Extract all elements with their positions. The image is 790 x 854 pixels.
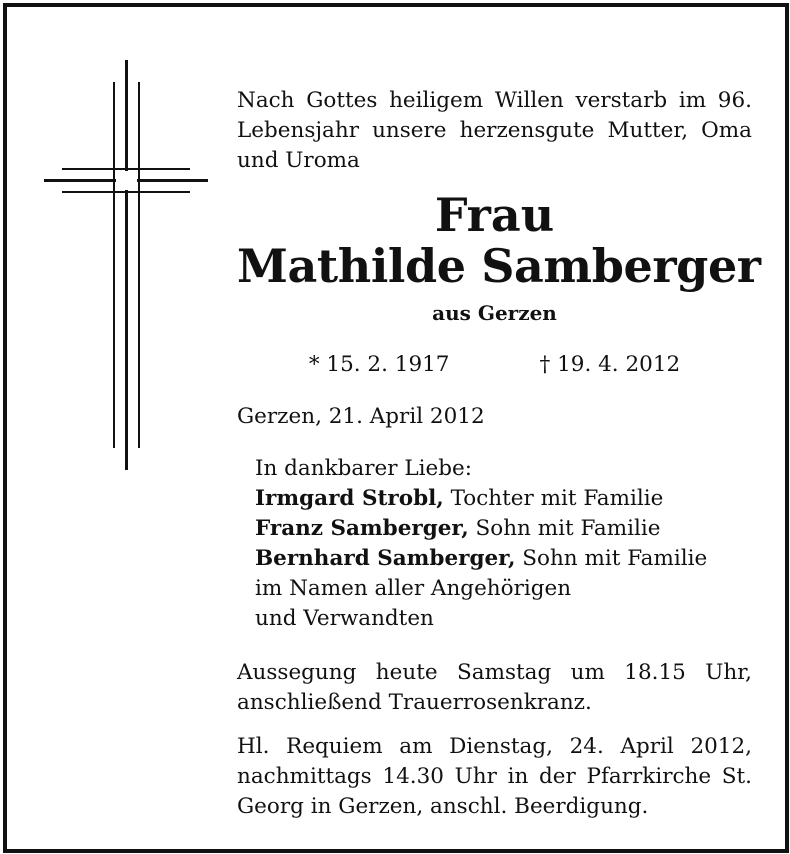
signers-block <box>237 454 752 634</box>
signer-name: Franz Samberger, <box>255 516 469 541</box>
death-date: † 19. 4. 2012 <box>539 352 681 377</box>
signer-line <box>255 544 752 574</box>
birth-date: * 15. 2. 1917 <box>308 352 450 377</box>
signer-name: Irmgard Strobl, <box>255 486 444 511</box>
signer-relation: Sohn mit Familie <box>468 516 661 541</box>
signer-line <box>255 514 752 544</box>
signer-name: Bernhard Samberger, <box>255 546 516 571</box>
requiem-text: Hl. Requiem am Dienstag, 24. April 2012, nachmittags 14.30 Uhr in der Pfarrkirche St. Georg in Gerzen, anschl. Beerdigung. <box>237 734 752 819</box>
intro-text: Nach Gottes heiligem Willen verstarb im 96. Lebensjahr unsere herzensgute Mutter, Oma und Uroma <box>237 88 752 173</box>
aussegung-text: Aussegung heute Samstag um 18.15 Uhr, anschließend Trauerrosenkranz. <box>237 660 752 715</box>
notice-content <box>237 86 761 822</box>
deceased-name: Mathilde Samberger <box>237 239 761 293</box>
relatives-line: im Namen aller Angehörigen <box>255 576 572 601</box>
place-date: Gerzen, 21. April 2012 <box>237 404 485 429</box>
signer-relation: Sohn mit Familie <box>515 546 708 571</box>
name-block <box>237 188 761 380</box>
signer-relation: Tochter mit Familie <box>443 486 664 511</box>
cross-icon <box>42 60 210 472</box>
signer-line <box>255 484 752 514</box>
signers-intro: In dankbarer Liebe: <box>255 456 472 481</box>
origin: aus Gerzen <box>432 301 557 325</box>
salutation: Frau <box>434 188 555 242</box>
life-dates <box>237 350 752 380</box>
relatives-line: und Verwandten <box>255 606 434 631</box>
